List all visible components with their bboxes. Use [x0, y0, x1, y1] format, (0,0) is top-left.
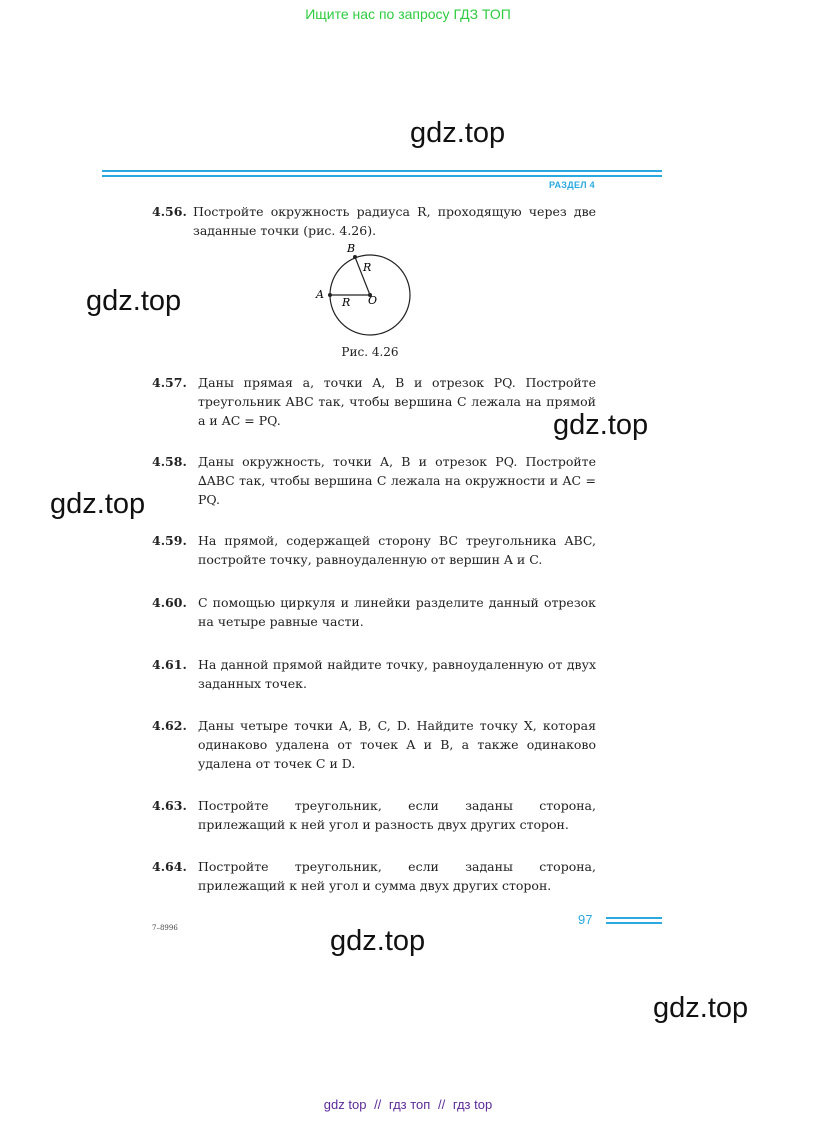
- label-b: B: [347, 242, 356, 255]
- problem-text: Постройте окружность радиуса R, проходящую через две заданные точки (рис. 4.26).: [193, 204, 596, 238]
- problem-number: 4.64.: [152, 859, 187, 874]
- footer-rule: [606, 922, 662, 924]
- problem-text: Даны окружность, точки A, B и отрезок PQ. Постройте ∆ABC так, чтобы вершина C лежала на окружности и AC = PQ.: [198, 454, 596, 507]
- label-radius: R: [363, 261, 372, 274]
- watermark: gdz.top: [653, 992, 749, 1024]
- point-a: [328, 293, 332, 297]
- label-a: A: [316, 288, 324, 301]
- problem-number: 4.63.: [152, 798, 187, 813]
- problem-item: [152, 452, 596, 509]
- problem-item: [152, 373, 596, 430]
- label-o: O: [368, 294, 378, 307]
- section-label: РАЗДЕЛ 4: [549, 180, 595, 190]
- footer-rule: [606, 917, 662, 919]
- problem-item: [152, 796, 596, 834]
- problem-number: 4.57.: [152, 375, 187, 390]
- point-b: [353, 255, 357, 259]
- watermark: gdz.top: [553, 409, 649, 441]
- footer-separator: //: [437, 1097, 446, 1112]
- problem-item: [152, 202, 596, 240]
- problem-item: [152, 531, 596, 569]
- label-radius: R: [342, 296, 351, 309]
- problem-text: На прямой, содержащей сторону BC треугольника ABC, постройте точку, равноудаленную от вершин A и C.: [198, 533, 596, 567]
- problem-text: С помощью циркуля и линейки разделите данный отрезок на четыре равные части.: [198, 595, 596, 629]
- watermark: gdz.top: [86, 285, 182, 317]
- problem-number: 4.58.: [152, 454, 187, 469]
- problem-number: 4.61.: [152, 657, 187, 672]
- problem-number: 4.56.: [152, 204, 187, 219]
- watermark: gdz.top: [50, 488, 146, 520]
- page-number: 97: [578, 912, 593, 927]
- problem-number: 4.60.: [152, 595, 187, 610]
- problem-item: [152, 593, 596, 631]
- problem-text: Постройте треугольник, если заданы сторона, прилежащий к ней угол и сумма двух других сторон.: [198, 859, 596, 893]
- watermark: gdz.top: [410, 117, 506, 149]
- problem-text: На данной прямой найдите точку, равноудаленную от двух заданных точек.: [198, 657, 596, 691]
- problem-text: Даны четыре точки A, B, C, D. Найдите точку X, которая одинаково удалена от точек A и B, а также одинаково удалена от точек C и D.: [198, 718, 596, 771]
- header-rule: [102, 170, 662, 172]
- problem-text: Даны прямая a, точки A, B и отрезок PQ. Постройте треугольник ABC так, чтобы вершина C лежала на прямой a и AC = PQ.: [198, 375, 596, 428]
- header-link[interactable]: Ищите нас по запросу ГДЗ ТОП: [305, 6, 511, 22]
- footer-link[interactable]: гдз топ: [388, 1097, 431, 1112]
- problem-item: [152, 655, 596, 693]
- problem-number: 4.62.: [152, 718, 187, 733]
- footer-link[interactable]: gdz top: [323, 1097, 367, 1112]
- circle-figure: [310, 240, 420, 345]
- problem-text: Постройте треугольник, если заданы сторона, прилежащий к ней угол и разность двух других сторон.: [198, 798, 596, 832]
- watermark: gdz.top: [330, 925, 426, 957]
- header-rule: [102, 175, 662, 177]
- problem-item: [152, 857, 596, 895]
- footer-separator: //: [374, 1097, 382, 1112]
- footer-link[interactable]: гдз top: [452, 1097, 493, 1112]
- footer-links: [0, 1097, 816, 1112]
- figure-caption: Рис. 4.26: [341, 345, 399, 359]
- problem-number: 4.59.: [152, 533, 187, 548]
- problem-item: [152, 716, 596, 773]
- print-code: 7–8996: [152, 924, 178, 932]
